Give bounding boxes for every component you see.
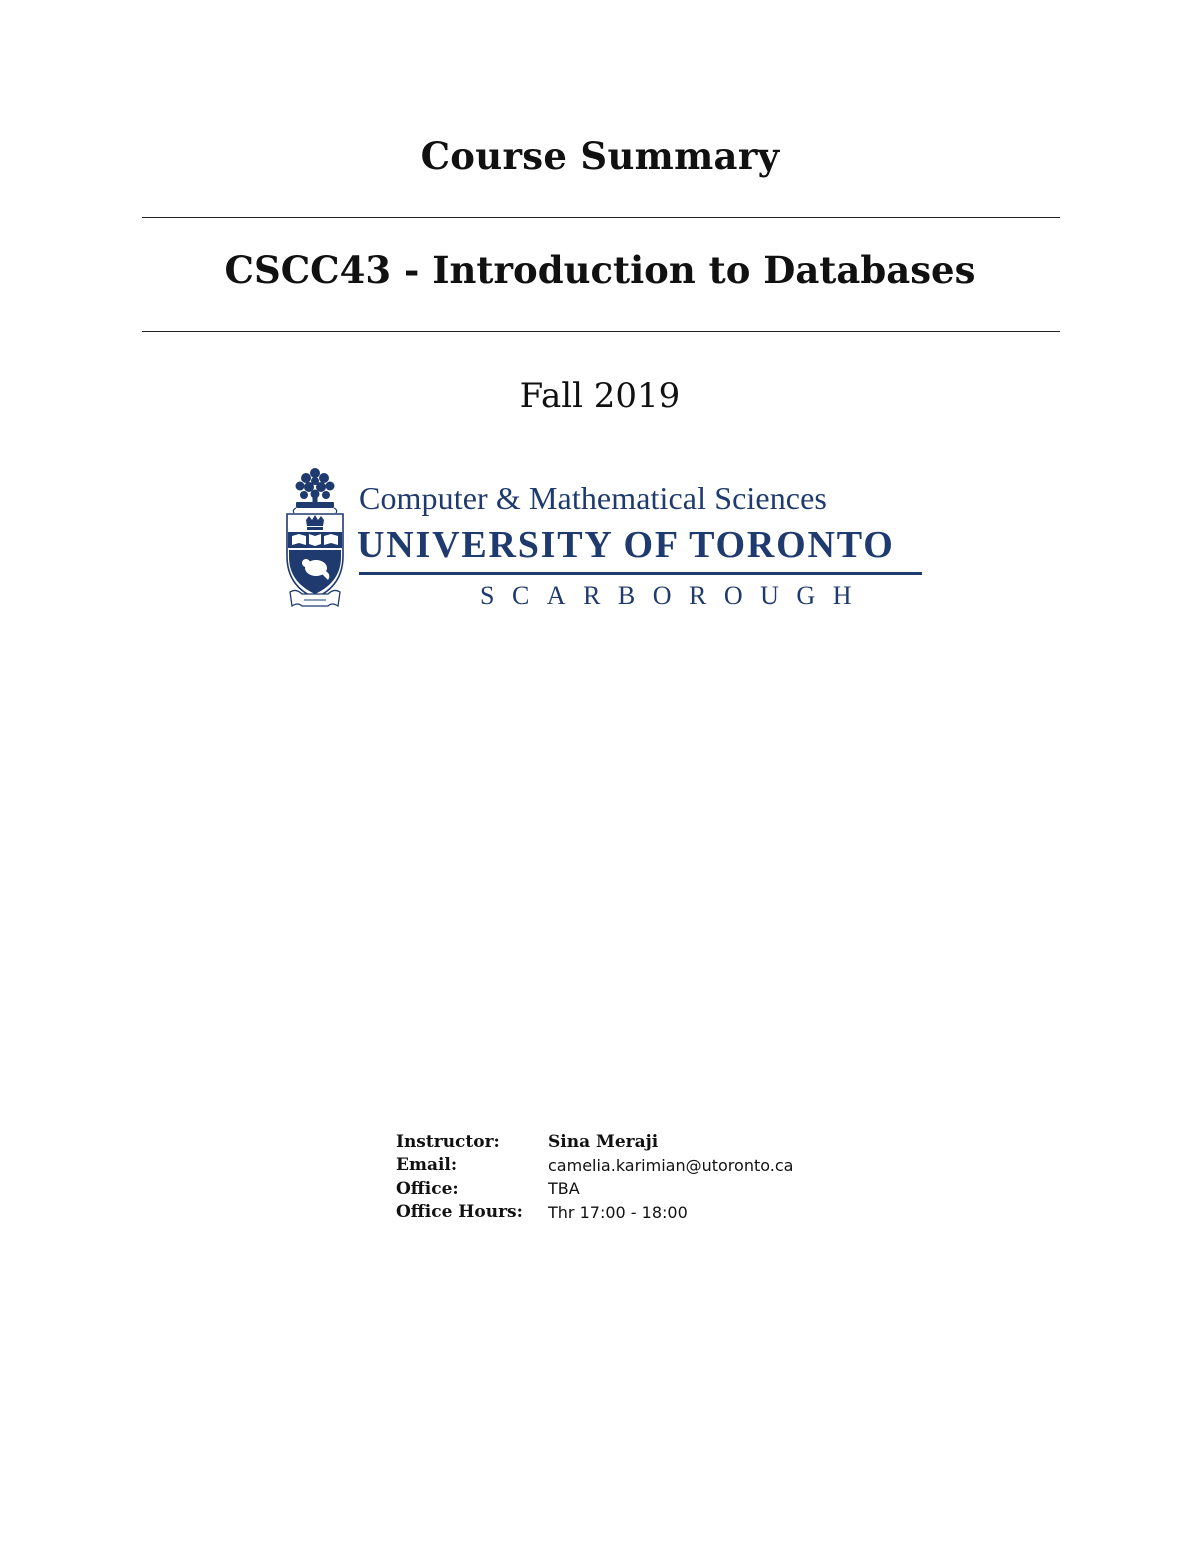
logo-campus: SCARBOROUGH	[480, 581, 869, 610]
info-value: Sina Meraji	[548, 1131, 659, 1152]
info-value: camelia.karimian@utoronto.ca	[548, 1155, 794, 1175]
info-row-office	[396, 1177, 916, 1201]
info-row-email	[396, 1154, 916, 1178]
info-value: TBA	[548, 1179, 580, 1199]
logo-university: UNIVERSITY OF TORONTO	[357, 524, 895, 566]
logo-department: Computer & Mathematical Sciences	[359, 480, 827, 516]
info-row-instructor	[396, 1130, 916, 1154]
info-label: Office Hours:	[396, 1202, 523, 1223]
info-value: Thr 17:00 - 18:00	[548, 1202, 688, 1222]
course-title: CSCC43 - Introduction to Databases	[224, 248, 976, 292]
page-heading: Course Summary	[420, 134, 780, 178]
info-label: Office:	[396, 1178, 459, 1199]
info-label: Email:	[396, 1155, 458, 1176]
instructor-info-table	[396, 1130, 916, 1224]
info-row-office-hours	[396, 1201, 916, 1225]
term: Fall 2019	[519, 376, 681, 416]
logo-divider	[359, 572, 922, 575]
info-label: Instructor:	[396, 1131, 500, 1152]
university-logo	[282, 464, 928, 612]
top-rule	[142, 217, 1060, 218]
bottom-rule	[142, 331, 1060, 332]
university-crest-icon	[282, 464, 348, 610]
